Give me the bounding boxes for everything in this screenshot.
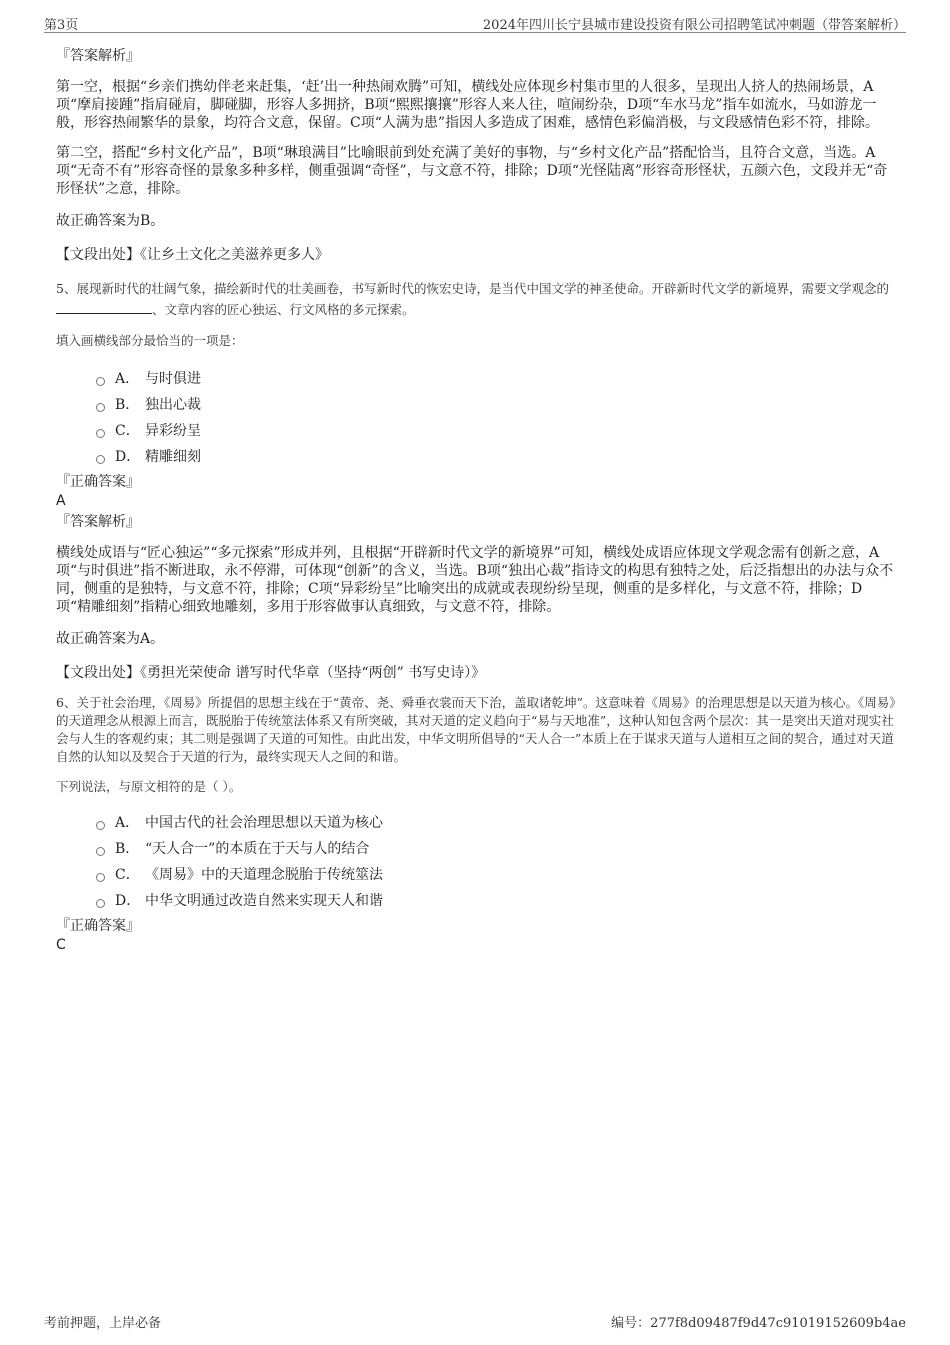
page-header [44, 12, 906, 33]
radio-icon[interactable] [96, 429, 105, 438]
radio-icon[interactable] [96, 873, 105, 882]
analysis-label: 『答案解析』 [56, 48, 140, 64]
radio-icon[interactable] [96, 899, 105, 908]
option-d[interactable]: D． 中华文明通过改造自然来实现天人和谐 [96, 888, 896, 914]
correct-answer: A [56, 493, 66, 509]
option-b[interactable]: B． “天人合一”的本质在于天与人的结合 [96, 836, 896, 862]
radio-icon[interactable] [96, 455, 105, 464]
analysis-label: 『答案解析』 [56, 514, 140, 530]
correct-answer-label: 『正确答案』 [56, 918, 140, 934]
option-c[interactable]: C． 异彩纷呈 [96, 418, 896, 444]
passage-source: 【文段出处】《勇担光荣使命 谱写时代华章（坚持“两创” 书写史诗）》 [56, 665, 486, 681]
question-5-stem: 5、展现新时代的壮阔气象，描绘新时代的壮美画卷，书写新时代的恢宏史诗，是当代中国文学的神圣使命。开辟新时代文学的新境界，需要文学观念的、文章内容的匠心独运、行文风格的多元探索。 [56, 281, 889, 317]
radio-icon[interactable] [96, 403, 105, 412]
radio-icon[interactable] [96, 847, 105, 856]
option-d[interactable]: D． 精雕细刻 [96, 444, 896, 470]
document-title: 2024年四川长宁县城市建设投资有限公司招聘笔试冲刺题（带答案解析） [482, 18, 906, 33]
page-number: 第3页 [44, 18, 79, 33]
correct-answer-label: 『正确答案』 [56, 474, 140, 490]
question-6-options [96, 810, 896, 914]
answer-conclusion: 故正确答案为B。 [56, 213, 165, 229]
page-content [56, 46, 896, 954]
question-6-stem: 6、关于社会治理，《周易》所提倡的思想主线在于“黄帝、尧、舜垂衣裳而天下治，盖取诸乾坤”。这意味着《周易》的治理思想是以天道为核心。《周易》的天道理念从根源上而言，既脱胎于传统筮法体系又有所突破，其对天道的定义趋向于“易与天地准”，这种认知包含两个层次：其一是突出天道对现实社会与人生的客观约束；其二则是强调了天道的可知性。由此出发，中华文明所倡导的“天人合一”本质上在于谋求天道与人道相互之间的契合，通过对天道自然的认知以及契合于天道的行为，最终实现天人之间的和谐。 [56, 695, 896, 764]
document-id: 编号：277f8d09487f9d47c91019152609b4ae [611, 1316, 906, 1331]
fill-blank [56, 301, 152, 314]
question-5-options [96, 366, 896, 470]
question-5-prompt: 填入画横线部分最恰当的一项是： [56, 333, 244, 348]
answer-conclusion: 故正确答案为A。 [56, 631, 165, 647]
analysis-paragraph: 第二空，搭配“乡村文化产品”，B项“琳琅满目”比喻眼前到处充满了美好的事物，与“乡村文化产品”搭配恰当，且符合文意，当选。A项“无奇不有”形容奇怪的景象多种多样，侧重强调“奇怪”，与文意不符，排除；D项“光怪陆离”形容奇形怪状，五颜六色，文段并无“奇形怪状”之意，排除。 [56, 145, 888, 197]
option-a[interactable]: A． 与时俱进 [96, 366, 896, 392]
option-a[interactable]: A． 中国古代的社会治理思想以天道为核心 [96, 810, 896, 836]
option-c[interactable]: C． 《周易》中的天道理念脱胎于传统筮法 [96, 862, 896, 888]
radio-icon[interactable] [96, 377, 105, 386]
passage-source: 【文段出处】《让乡土文化之美滋养更多人》 [56, 247, 329, 263]
analysis-paragraph: 第一空，根据“乡亲们携幼伴老来赶集，‘赶’出一种热闹欢腾”可知，横线处应体现乡村集市里的人很多，呈现出人挤人的热闹场景，A项“摩肩接踵”指肩碰肩，脚碰脚，形容人多拥挤，B项“熙熙攘攘”形容人来人往，喧闹纷杂，D项“车水马龙”指车如流水，马如游龙一般，形容热闹繁华的景象，均符合文意，保留。C项“人满为患”指因人多造成了困难，感情色彩偏消极，与文段感情色彩不符，排除。 [56, 79, 880, 131]
option-b[interactable]: B． 独出心裁 [96, 392, 896, 418]
analysis-paragraph: 横线处成语与“匠心独运”“多元探索”形成并列，且根据“开辟新时代文学的新境界”可知，横线处成语应体现文学观念需有创新之意，A项“与时俱进”指不断进取，永不停滞，可体现“创新”的含义，当选。B项“独出心裁”指诗文的构思有独特之处，后泛指想出的办法与众不同，侧重的是独特，与文意不符，排除；C项“异彩纷呈”比喻突出的成就或表现纷纷呈现，侧重的是多样化，与文意不符，排除；D项“精雕细刻”指精心细致地雕刻，多用于形容做事认真细致，与文意不符，排除。 [56, 545, 894, 615]
correct-answer: C [56, 937, 66, 953]
footer-slogan: 考前押题，上岸必备 [44, 1316, 162, 1331]
radio-icon[interactable] [96, 821, 105, 830]
question-6-prompt: 下列说法，与原文相符的是（ ）。 [56, 779, 242, 794]
